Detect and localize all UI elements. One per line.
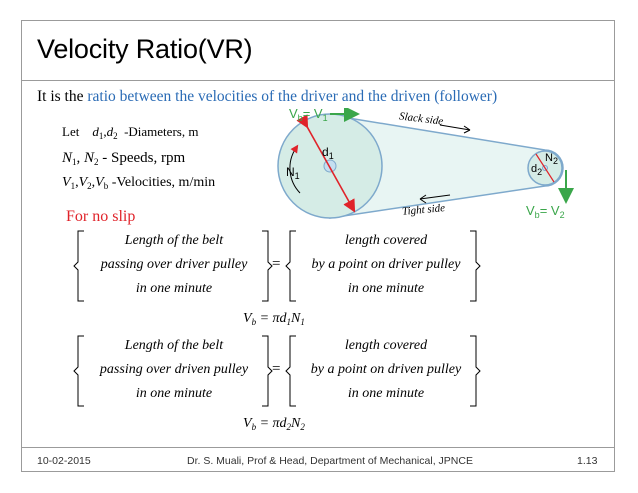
- intro-text: [37, 88, 497, 106]
- comma-1: ,: [103, 124, 107, 139]
- n-sub-2: 2: [94, 157, 99, 167]
- vb-v1-sub: b: [297, 113, 303, 123]
- d-symbol-2: d: [106, 124, 114, 139]
- title-divider: [21, 80, 615, 81]
- v-sub-1: 1: [70, 181, 76, 191]
- eq2-left-line3: in one minute: [135, 386, 213, 401]
- speeds-desc: - Speeds, rpm: [102, 150, 186, 166]
- eq1-equals: =: [272, 256, 281, 272]
- d2-d: d: [531, 163, 538, 175]
- result-1: [243, 311, 305, 327]
- d1-label: [322, 145, 334, 161]
- result2-lhs-sub: b: [251, 422, 257, 432]
- tight-side-label: Tight side: [401, 202, 446, 218]
- n2-sub: 2: [552, 156, 558, 166]
- result1-rhs2: N: [291, 311, 301, 326]
- result2-rhs-sub: 2: [286, 422, 292, 432]
- n-symbol: N: [62, 150, 73, 166]
- definition-speeds: [62, 150, 185, 167]
- d-sub-1: 1: [98, 131, 104, 141]
- eq2-right-line3: in one minute: [347, 386, 425, 401]
- n1-n: N: [286, 165, 295, 179]
- velocities-desc: -Velocities, m/min: [111, 175, 216, 190]
- left-open-brace-2: [74, 336, 84, 406]
- definition-velocities: [62, 175, 215, 191]
- v-sub-2: 2: [87, 181, 92, 191]
- footer-date: 10-02-2015: [37, 455, 91, 467]
- d-symbol: d: [92, 124, 99, 139]
- eq1-right-line3: in one minute: [347, 281, 425, 296]
- result1-lhs: V: [243, 311, 252, 326]
- result2-rhs2-sub: 2: [300, 422, 305, 432]
- eq2-left-line2: passing over driven pulley: [99, 362, 249, 377]
- comma-4: ,: [91, 175, 96, 190]
- n1-label: [286, 165, 300, 181]
- n1-sub: 1: [294, 171, 300, 181]
- d1-d: d: [322, 145, 329, 159]
- footer-author: Dr. S. Muali, Prof & Head, Department of Mechanical, JPNCE: [187, 455, 473, 467]
- vb-v1-eq: = V: [302, 106, 323, 121]
- n2-label: [545, 152, 558, 166]
- eq1-left-line3: in one minute: [135, 281, 213, 296]
- result1-rhs2-sub: 1: [300, 317, 305, 327]
- vb-v1-label: [289, 106, 328, 123]
- eq1-left-line1: Length of the belt: [124, 233, 224, 248]
- vb-v2-sub2: 2: [559, 210, 565, 220]
- eq2-equals: =: [272, 361, 281, 377]
- n-symbol-2: N: [84, 150, 95, 166]
- eq2-right-line2: by a point on driven pulley: [310, 362, 462, 377]
- eq2-left-line1: Length of the belt: [124, 338, 224, 353]
- vb-v2-v: V: [526, 203, 535, 218]
- result1-rhs: = πd: [259, 311, 287, 326]
- v-sub-b: b: [103, 181, 109, 191]
- result2-rhs: = πd: [259, 416, 287, 431]
- d-sub-2: 2: [113, 131, 118, 141]
- diameters-desc: -Diameters, m: [124, 124, 199, 139]
- d2-label: [531, 163, 542, 177]
- definition-diameters: [62, 124, 198, 141]
- vb-v1-v: V: [289, 106, 298, 121]
- slack-side-label: Slack side: [398, 110, 444, 128]
- result2-lhs: V: [243, 416, 252, 431]
- footer-divider: [21, 447, 615, 448]
- slide-title: Velocity Ratio(VR): [37, 34, 253, 64]
- vb-v2-sub: b: [534, 210, 540, 220]
- result-2: [243, 416, 305, 432]
- vb-v2-eq: = V: [539, 203, 560, 218]
- vb-v1-sub2: 1: [322, 113, 328, 123]
- eq1-right-line2: by a point on driver pulley: [311, 257, 461, 272]
- n2-n: N: [545, 152, 553, 164]
- result1-lhs-sub: b: [251, 317, 257, 327]
- n-sub-1: 1: [72, 157, 77, 167]
- v-symbol: V: [62, 175, 71, 190]
- result2-rhs2: N: [291, 416, 301, 431]
- eq1-right-line1: length covered: [344, 233, 428, 248]
- vb-v2-label: [526, 203, 565, 220]
- eq1-left-line2: passing over driver pulley: [100, 257, 248, 272]
- d1-sub: 1: [328, 151, 334, 161]
- eq2-right-line1: length covered: [344, 338, 428, 353]
- comma-2: ,: [76, 150, 81, 166]
- intro-highlight: ratio between the velocities of the driver and the driven (follower): [87, 88, 498, 105]
- no-slip-label: For no slip: [66, 208, 136, 225]
- intro-prefix: It is the: [37, 88, 88, 105]
- v-symbol-2: V: [78, 175, 88, 190]
- comma-3: ,: [75, 175, 79, 190]
- d2-sub: 2: [537, 167, 543, 177]
- left-open-brace: [74, 231, 84, 301]
- let-label: Let: [62, 124, 80, 139]
- result1-rhs-sub: 1: [286, 317, 292, 327]
- footer-page-number: 1.13: [577, 455, 598, 467]
- v-symbol-3: V: [95, 175, 104, 190]
